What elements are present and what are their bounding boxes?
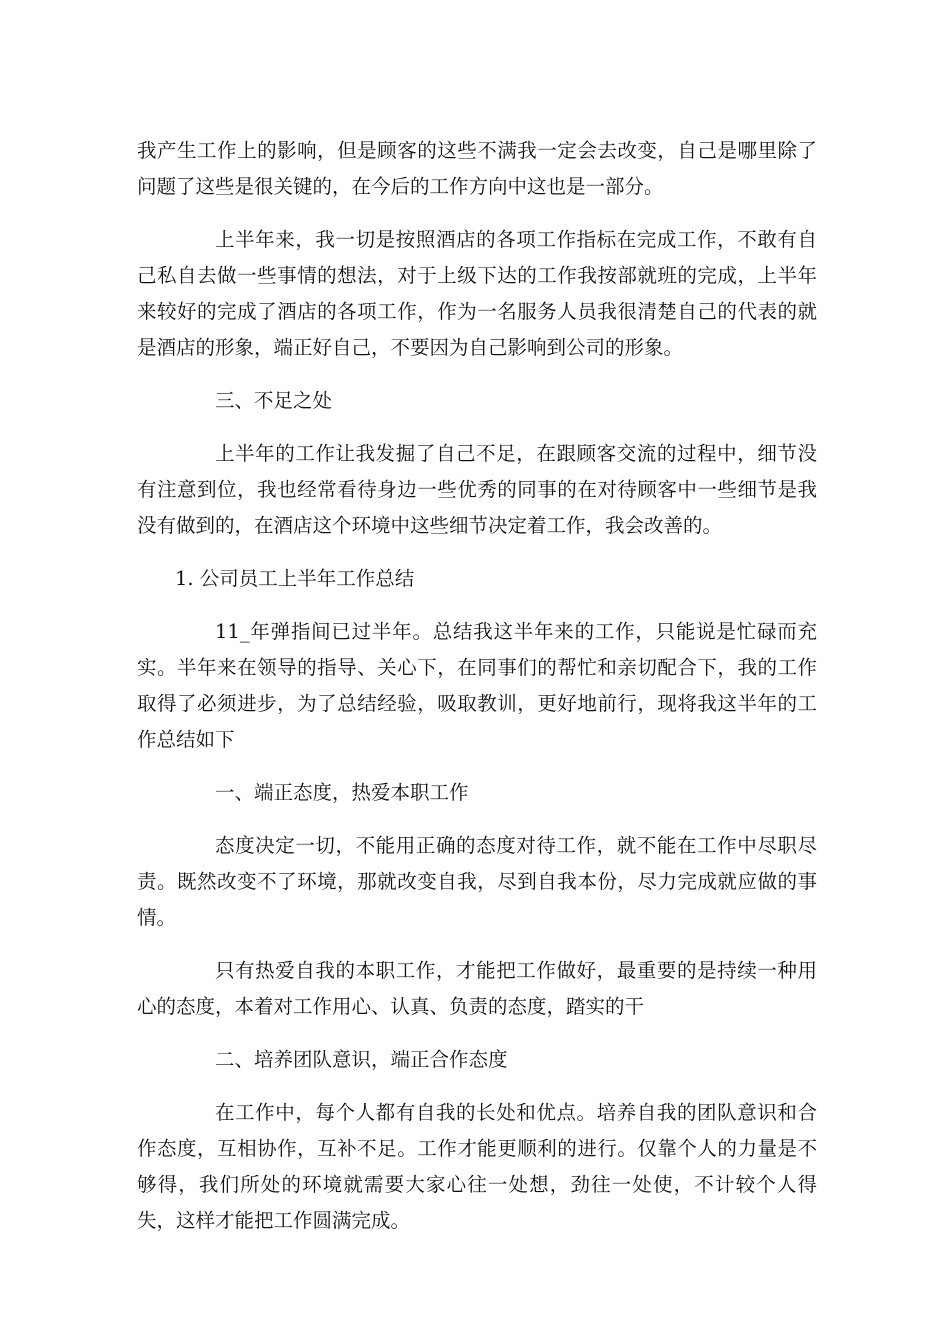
paragraph-continuation: 我产生工作上的影响，但是顾客的这些不满我一定会去改变，自己是哪里除了问题了这些是很关键的，在今后的工作方向中这也是一部分。 xyxy=(137,139,817,198)
section-heading-attitude: 一、端正态度，热爱本职工作 xyxy=(215,781,469,804)
paragraph-shortcomings: 上半年的工作让我发掘了自己不足，在跟顾客交流的过程中，细节没有注意到位，我也经常看待身边一些优秀的同事的在对待顾客中一些细节是我没有做到的，在酒店这个环境中这些细节决定着工作，我会改善的。 xyxy=(137,442,817,537)
paragraph-teamwork: 在工作中，每个人都有自我的长处和优点。培养自我的团队意识和合作态度，互相协作，互补不足。工作才能更顺利的进行。仅靠个人的力量是不够得，我们所处的环境就需要大家心往一处想，劲往一处使，不计较个人得失，这样才能把工作圆满完成。 xyxy=(137,1101,817,1232)
paragraph-attitude: 态度决定一切，不能用正确的态度对待工作，就不能在工作中尽职尽责。既然改变不了环境，那就改变自我，尽到自我本份，尽力完成就应做的事情。 xyxy=(137,834,817,929)
paragraph-work-performance: 上半年来，我一切是按照酒店的各项工作指标在完成工作，不敢有自己私自去做一些事情的想法，对于上级下达的工作我按部就班的完成，上半年来较好的完成了酒店的各项工作，作为一名服务人员我很清楚自己的代表的就是酒店的形象，端正好自己，不要因为自己影响到公司的形象。 xyxy=(137,228,817,359)
article-title: 1. 公司员工上半年工作总结 xyxy=(175,567,415,590)
document-body xyxy=(137,133,817,1256)
paragraph-introduction: 11_年弹指间已过半年。总结我这半年来的工作，只能说是忙碌而充实。半年来在领导的指导、关心下，在同事们的帮忙和亲切配合下，我的工作取得了必须进步，为了总结经验，吸取教训，更好地前行，现将我这半年的工作总结如下 xyxy=(137,620,817,751)
paragraph-love-work: 只有热爱自我的本职工作，才能把工作做好，最重要的是持续一种用心的态度，本着对工作用心、认真、负责的态度，踏实的干 xyxy=(137,959,817,1018)
section-heading-teamwork: 二、培养团队意识，端正合作态度 xyxy=(215,1048,508,1071)
section-heading-shortcomings: 三、不足之处 xyxy=(215,389,333,412)
